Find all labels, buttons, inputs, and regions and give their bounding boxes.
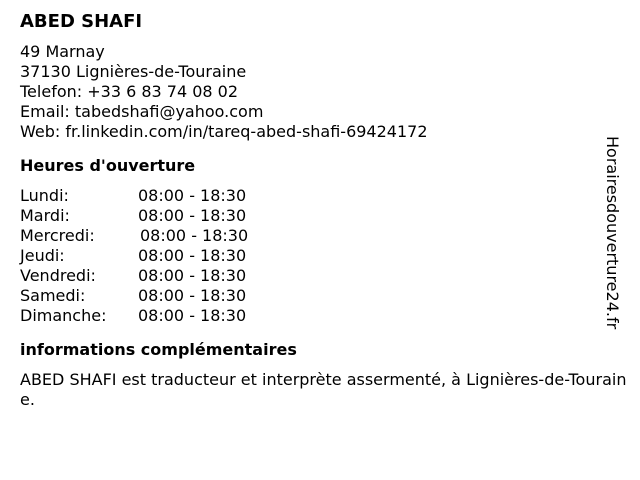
- hours-row: [20, 246, 632, 266]
- hours-title: Heures d'ouverture: [20, 156, 196, 175]
- hours-time: 08:00 - 18:30: [138, 206, 247, 225]
- hours-day: Mercredi:: [20, 226, 95, 245]
- hours-day: Lundi:: [20, 186, 69, 205]
- hours-time: 08:00 - 18:30: [138, 306, 247, 325]
- info-description: ABED SHAFI est traducteur et interprète assermenté, à Lignières-de-Touraine.: [20, 370, 627, 409]
- hours-row: [20, 206, 632, 226]
- hours-day: Mardi:: [20, 206, 70, 225]
- hours-time: 08:00 - 18:30: [138, 246, 247, 265]
- hours-day: Samedi:: [20, 286, 86, 305]
- hours-time: 08:00 - 18:30: [138, 266, 247, 285]
- hours-row: [20, 186, 632, 206]
- site-watermark: Horairesdouverture24.fr: [603, 136, 622, 330]
- business-card: [20, 10, 632, 410]
- hours-day: Dimanche:: [20, 306, 107, 325]
- address-line-1: 49 Marnay: [20, 42, 105, 61]
- hours-row: [20, 306, 632, 326]
- hours-row: [20, 266, 632, 286]
- email-line[interactable]: Email: tabedshafi@yahoo.com: [20, 102, 264, 121]
- phone-line[interactable]: Telefon: +33 6 83 74 08 02: [20, 82, 239, 101]
- hours-time: 08:00 - 18:30: [140, 226, 249, 245]
- hours-time: 08:00 - 18:30: [138, 286, 247, 305]
- hours-row: [20, 286, 632, 306]
- info-title: informations complémentaires: [20, 340, 297, 359]
- hours-day: Jeudi:: [20, 246, 65, 265]
- web-line[interactable]: Web: fr.linkedin.com/in/tareq-abed-shafi-69424172: [20, 122, 428, 141]
- hours-row: [20, 226, 632, 246]
- hours-time: 08:00 - 18:30: [138, 186, 247, 205]
- address-line-2: 37130 Lignières-de-Touraine: [20, 62, 247, 81]
- hours-table: [20, 186, 632, 326]
- business-name: ABED SHAFI: [20, 11, 143, 32]
- hours-day: Vendredi:: [20, 266, 96, 285]
